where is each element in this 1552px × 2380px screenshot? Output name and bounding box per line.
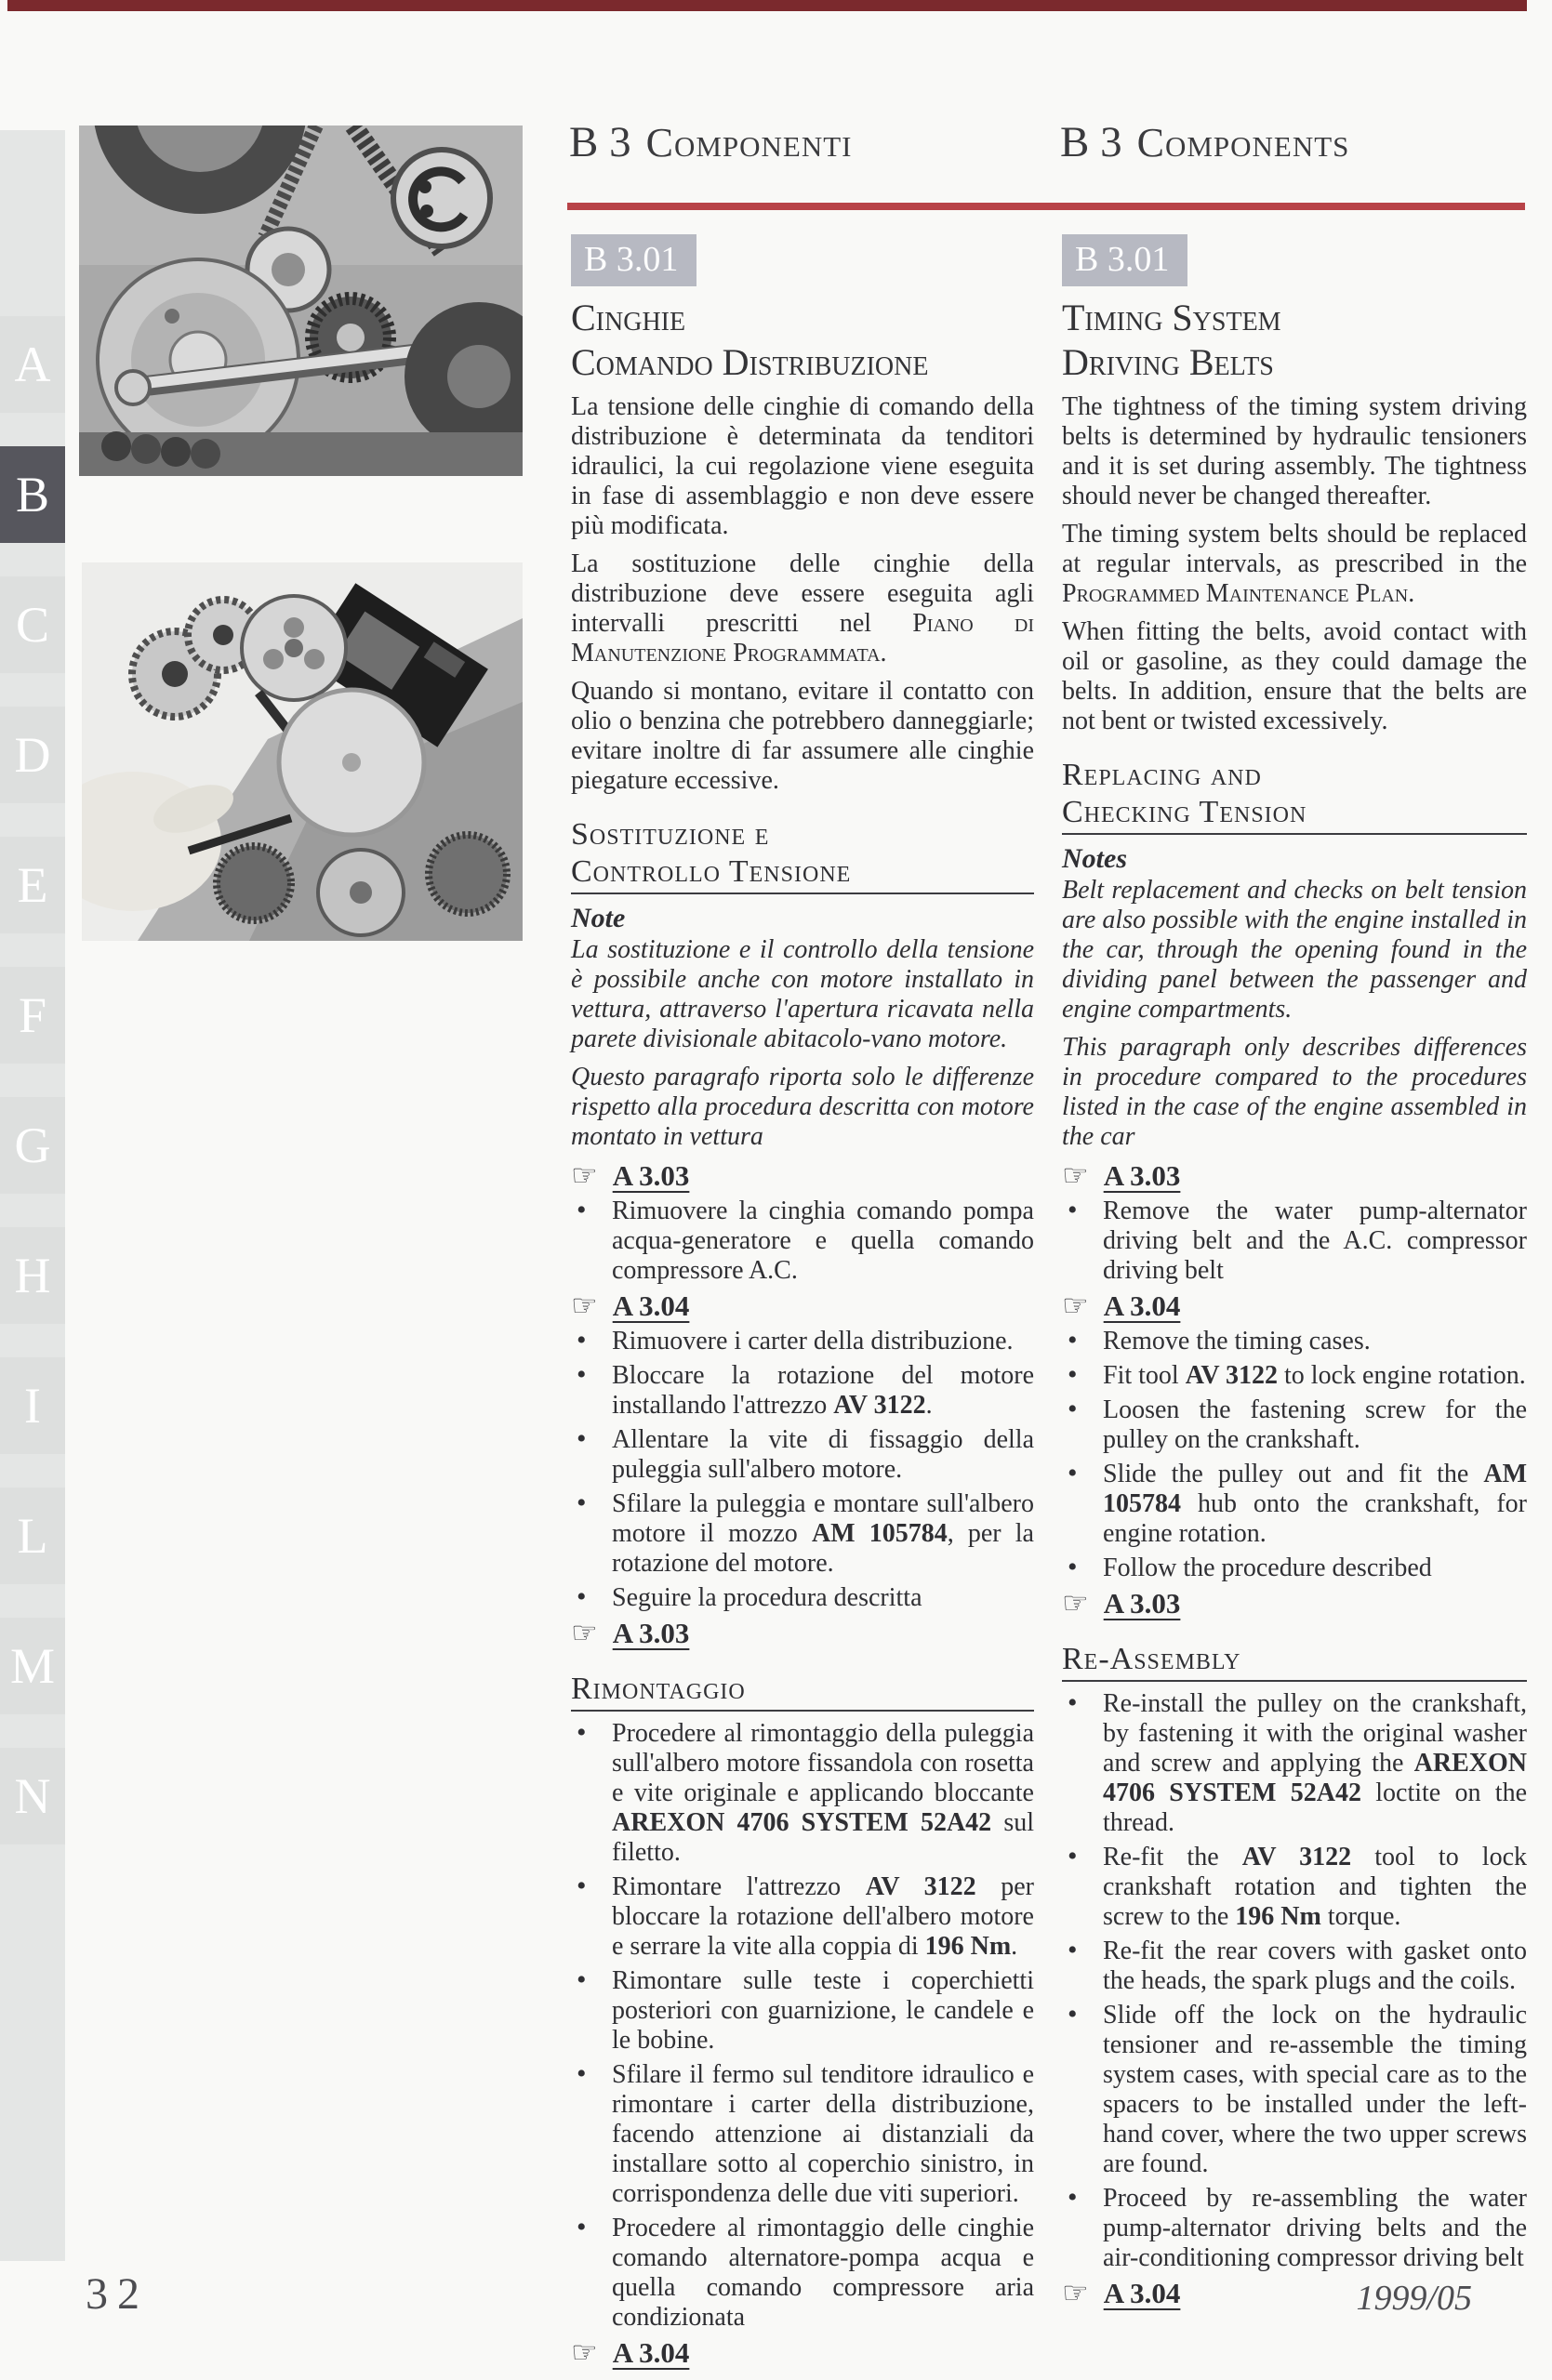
procedure-step: • Seguire la procedura descritta bbox=[577, 1581, 922, 1612]
procedure-step: • Allentare la vite di fissaggio della puleggia sull'albero motore. bbox=[577, 1423, 1034, 1484]
bullet-icon: • bbox=[577, 2058, 587, 2089]
cross-reference-link[interactable] bbox=[1062, 1588, 1527, 1620]
cross-reference-label: A 3.04 bbox=[612, 2336, 690, 2369]
heading-line: Checking Tension bbox=[1062, 795, 1307, 829]
bullet-icon: • bbox=[1068, 2182, 1078, 2213]
pointing-hand-icon: ☞ bbox=[1062, 1289, 1089, 1322]
sidebar-tab-f[interactable]: F bbox=[0, 967, 65, 1064]
bullet-icon: • bbox=[577, 1717, 587, 1748]
procedure-step: • Re-install the pulley on the crankshaft, by fastening it with the original washer and screw and applying the AREXON 4706 SYSTEM 52A42 loctite on the thread. bbox=[1068, 1687, 1527, 1837]
sidebar-tab-e[interactable]: E bbox=[0, 837, 65, 933]
sidebar-tab-n[interactable]: N bbox=[0, 1748, 65, 1844]
section-title bbox=[571, 296, 1034, 385]
procedure-step: • Remove the water pump-alternator driving belt and the A.C. compressor driving belt bbox=[1068, 1195, 1527, 1285]
badge-row bbox=[571, 234, 1034, 296]
bullet-icon: • bbox=[577, 1423, 587, 1454]
cross-reference-label: A 3.03 bbox=[1103, 1587, 1181, 1620]
pointing-hand-icon: ☞ bbox=[571, 2335, 598, 2369]
sub-section-heading bbox=[571, 816, 1034, 894]
heading-line: Timing System bbox=[1062, 297, 1281, 338]
section-number-badge: B 3.01 bbox=[571, 234, 696, 286]
cross-reference-link[interactable] bbox=[571, 2337, 1034, 2370]
procedure-step: • Rimuovere la cinghia comando pompa acqua-generatore e quella comando compressore A.C. bbox=[577, 1195, 1034, 1285]
body-paragraph: Quando si montano, evitare il contatto con olio o benzina che potrebbero danneggiarle; evitare inoltre di far assumere alle cinghie piegature eccessive. bbox=[571, 677, 1034, 795]
heading-line: Comando Distribuzione bbox=[571, 341, 929, 383]
cross-reference-link[interactable] bbox=[571, 1618, 1034, 1650]
pointing-hand-icon: ☞ bbox=[571, 1289, 598, 1322]
bullet-icon: • bbox=[1068, 1935, 1078, 1965]
engine-timing-belt-photo bbox=[79, 126, 523, 476]
page-header-title: Components bbox=[1136, 120, 1350, 165]
cross-reference-link[interactable] bbox=[571, 1160, 1034, 1193]
body-paragraph: The timing system belts should be replaced at regular intervals, as prescribed in the Programmed Maintenance Plan. bbox=[1062, 520, 1527, 608]
body-paragraph: La tensione delle cinghie di comando della distribuzione è determinata da tenditori idraulici, la cui regolazione viene eseguita in fase di assemblaggio e non deve essere più modificata. bbox=[571, 392, 1034, 540]
note-label: Notes bbox=[1062, 843, 1127, 874]
bullet-icon: • bbox=[1068, 1552, 1078, 1582]
pointing-hand-icon: ☞ bbox=[1062, 2276, 1089, 2309]
crankshaft-pulley bbox=[98, 259, 298, 460]
bullet-icon: • bbox=[577, 1488, 587, 1518]
cross-reference-link[interactable] bbox=[1062, 1290, 1527, 1323]
bullet-icon: • bbox=[1068, 1999, 1078, 2030]
heading-line: Replacing and bbox=[1062, 758, 1262, 792]
page-header-title: Componenti bbox=[645, 120, 853, 165]
sidebar-tab-g[interactable]: G bbox=[0, 1097, 65, 1194]
body-paragraph: When fitting the belts, avoid contact with oil or gasoline, as they could damage the belts. In addition, ensure that the belts are not bent or twisted excessively. bbox=[1062, 617, 1527, 735]
pointing-hand-icon: ☞ bbox=[1062, 1586, 1089, 1620]
heading-line: Re-Assembly bbox=[1062, 1642, 1241, 1676]
procedure-step: • Bloccare la rotazione del motore installando l'attrezzo AV 3122. bbox=[577, 1359, 1034, 1420]
procedure-step: • Follow the procedure described bbox=[1068, 1552, 1432, 1582]
sidebar-tab-b[interactable]: B bbox=[0, 446, 65, 543]
section-number-badge: B 3.01 bbox=[1062, 234, 1187, 286]
bullet-icon: • bbox=[577, 1581, 587, 1612]
heading-line: Cinghie bbox=[571, 297, 686, 338]
bullet-icon: • bbox=[1068, 1325, 1078, 1355]
ac-clutch-disc bbox=[279, 690, 424, 835]
procedure-step: • Procedere al rimontaggio della puleggia sull'albero motore fissandola con rosetta e vite originale e applicando bloccante AREXON 4706 SYSTEM 52A42 sul filetto. bbox=[577, 1717, 1034, 1867]
procedure-step: • Fit tool AV 3122 to lock engine rotation. bbox=[1068, 1359, 1526, 1390]
page-number: 32 bbox=[86, 2269, 149, 2319]
tensioner-pulley bbox=[393, 150, 490, 246]
bullet-icon: • bbox=[1068, 1687, 1078, 1718]
note-label: Note bbox=[571, 903, 626, 933]
column-english bbox=[1062, 234, 1527, 2314]
sidebar-tab-d[interactable]: D bbox=[0, 707, 65, 803]
page-header-english bbox=[1060, 117, 1349, 167]
cross-reference-label: A 3.03 bbox=[1103, 1159, 1181, 1192]
note-paragraph: This paragraph only describes differences in procedure compared to the procedures listed in the case of the engine assembled in the car bbox=[1062, 1033, 1527, 1151]
bullet-icon: • bbox=[1068, 1359, 1078, 1390]
body-paragraph: The tightness of the timing system driving belts is determined by hydraulic tensioners and it is set during assembly. The tightness should never be changed thereafter. bbox=[1062, 392, 1527, 510]
pointing-hand-icon: ☞ bbox=[571, 1616, 598, 1649]
header-rule bbox=[567, 203, 1525, 210]
water-pump-pulley bbox=[242, 596, 346, 700]
sidebar-tab-l[interactable]: L bbox=[0, 1488, 65, 1584]
procedure-step: • Rimuovere i carter della distribuzione. bbox=[577, 1325, 1014, 1355]
sub-section-heading bbox=[1062, 1641, 1527, 1682]
cross-reference-label: A 3.03 bbox=[612, 1617, 690, 1649]
procedure-step: • Sfilare il fermo sul tenditore idraulico e rimontare i carter della distribuzione, facendo attenzione ai distanziali da installare sotto al coperchio sinistro, in corrispondenza delle due viti superiori. bbox=[577, 2058, 1034, 2208]
bullet-icon: • bbox=[1068, 1458, 1078, 1488]
procedure-step: • Proceed by re-assembling the water pump-alternator driving belts and the air-conditioning compressor driving belt bbox=[1068, 2182, 1527, 2272]
heading-line: Controllo Tensione bbox=[571, 854, 852, 889]
cross-reference-label: A 3.04 bbox=[612, 1289, 690, 1322]
bullet-icon: • bbox=[1068, 1841, 1078, 1871]
bullet-icon: • bbox=[577, 1325, 587, 1355]
procedure-step: • Re-fit the rear covers with gasket onto the heads, the spark plugs and the coils. bbox=[1068, 1935, 1527, 1995]
bullet-icon: • bbox=[577, 1195, 587, 1225]
heading-line: Driving Belts bbox=[1062, 341, 1274, 383]
sidebar-tab-a[interactable]: A bbox=[0, 316, 65, 413]
procedure-step: • Sfilare la puleggia e montare sull'albero motore il mozzo AM 105784, per la rotazione del motore. bbox=[577, 1488, 1034, 1578]
page-header-section: B 3 bbox=[569, 118, 631, 166]
revision-code: 1999/05 bbox=[1356, 2279, 1472, 2318]
note-paragraph: La sostituzione e il controllo della tensione è possibile anche con motore installato in vettura, attraverso l'apertura ricavata nella parete divisionale abitacolo-vano motore. bbox=[571, 935, 1034, 1053]
page-header-italian bbox=[569, 117, 853, 167]
sidebar-tab-h[interactable]: H bbox=[0, 1227, 65, 1324]
procedure-step: • Remove the timing cases. bbox=[1068, 1325, 1371, 1355]
bullet-icon: • bbox=[577, 1359, 587, 1390]
pointing-hand-icon: ☞ bbox=[1062, 1158, 1089, 1192]
procedure-step: • Rimontare sulle teste i coperchietti posteriori con guarnizione, le candele e le bobine. bbox=[577, 1964, 1034, 2055]
procedure-step: • Re-fit the AV 3122 tool to lock crankshaft rotation and tighten the screw to the 196 Nm torque. bbox=[1068, 1841, 1527, 1931]
body-paragraph: La sostituzione delle cinghie della distribuzione deve essere eseguita agli intervalli prescritti nel Piano di Manutenzione Programmata. bbox=[571, 549, 1034, 668]
section-title bbox=[1062, 296, 1527, 385]
bullet-icon: • bbox=[577, 1871, 587, 1901]
sidebar-tab-i[interactable]: I bbox=[0, 1357, 65, 1454]
bullet-icon: • bbox=[1068, 1195, 1078, 1225]
sidebar-tab-c[interactable]: C bbox=[0, 576, 65, 673]
pointing-hand-icon: ☞ bbox=[571, 1158, 598, 1192]
cross-reference-link[interactable] bbox=[1062, 1160, 1527, 1193]
column-italian bbox=[571, 234, 1034, 2373]
sub-section-heading bbox=[571, 1671, 1034, 1712]
bullet-icon: • bbox=[577, 2212, 587, 2242]
procedure-step: • Loosen the fastening screw for the pulley on the crankshaft. bbox=[1068, 1394, 1527, 1454]
cross-reference-label: A 3.04 bbox=[1103, 2277, 1181, 2309]
heading-line: Rimontaggio bbox=[571, 1672, 746, 1706]
heading-line: Sostituzione e bbox=[571, 817, 770, 852]
page-header-section: B 3 bbox=[1060, 118, 1122, 166]
cross-reference-label: A 3.03 bbox=[612, 1159, 690, 1192]
cross-reference-label: A 3.04 bbox=[1103, 1289, 1181, 1322]
procedure-step: • Procedere al rimontaggio delle cinghie comando alternatore-pompa acqua e quella comando compressore aria condizionata bbox=[577, 2212, 1034, 2332]
badge-row bbox=[1062, 234, 1527, 296]
procedure-step: • Rimontare l'attrezzo AV 3122 per bloccare la rotazione dell'albero motore e serrare la vite alla coppia di 196 Nm. bbox=[577, 1871, 1034, 1961]
note-paragraph: Questo paragrafo riporta solo le differenze rispetto alla procedura descritta con motore montato in vettura bbox=[571, 1063, 1034, 1151]
sidebar-tab-m[interactable]: M bbox=[0, 1618, 65, 1714]
engine-front-belts-photo bbox=[82, 562, 523, 941]
bullet-icon: • bbox=[577, 1964, 587, 1995]
cross-reference-link[interactable] bbox=[571, 1290, 1034, 1323]
procedure-step: • Slide the pulley out and fit the AM 105784 hub onto the crankshaft, for engine rotation. bbox=[1068, 1458, 1527, 1548]
procedure-step: • Slide off the lock on the hydraulic tensioner and re-assemble the timing system cases, with special care as to the spacers to be installed under the left-hand cover, where the two upper screws are found. bbox=[1068, 1999, 1527, 2178]
section-index-sidebar bbox=[0, 130, 65, 2261]
sub-section-heading bbox=[1062, 757, 1527, 835]
top-accent-bar bbox=[7, 0, 1527, 11]
bullet-icon: • bbox=[1068, 1394, 1078, 1424]
note-paragraph: Belt replacement and checks on belt tension are also possible with the engine installed in the car, through the opening found in the dividing panel between the passenger and engine compartments. bbox=[1062, 876, 1527, 1024]
